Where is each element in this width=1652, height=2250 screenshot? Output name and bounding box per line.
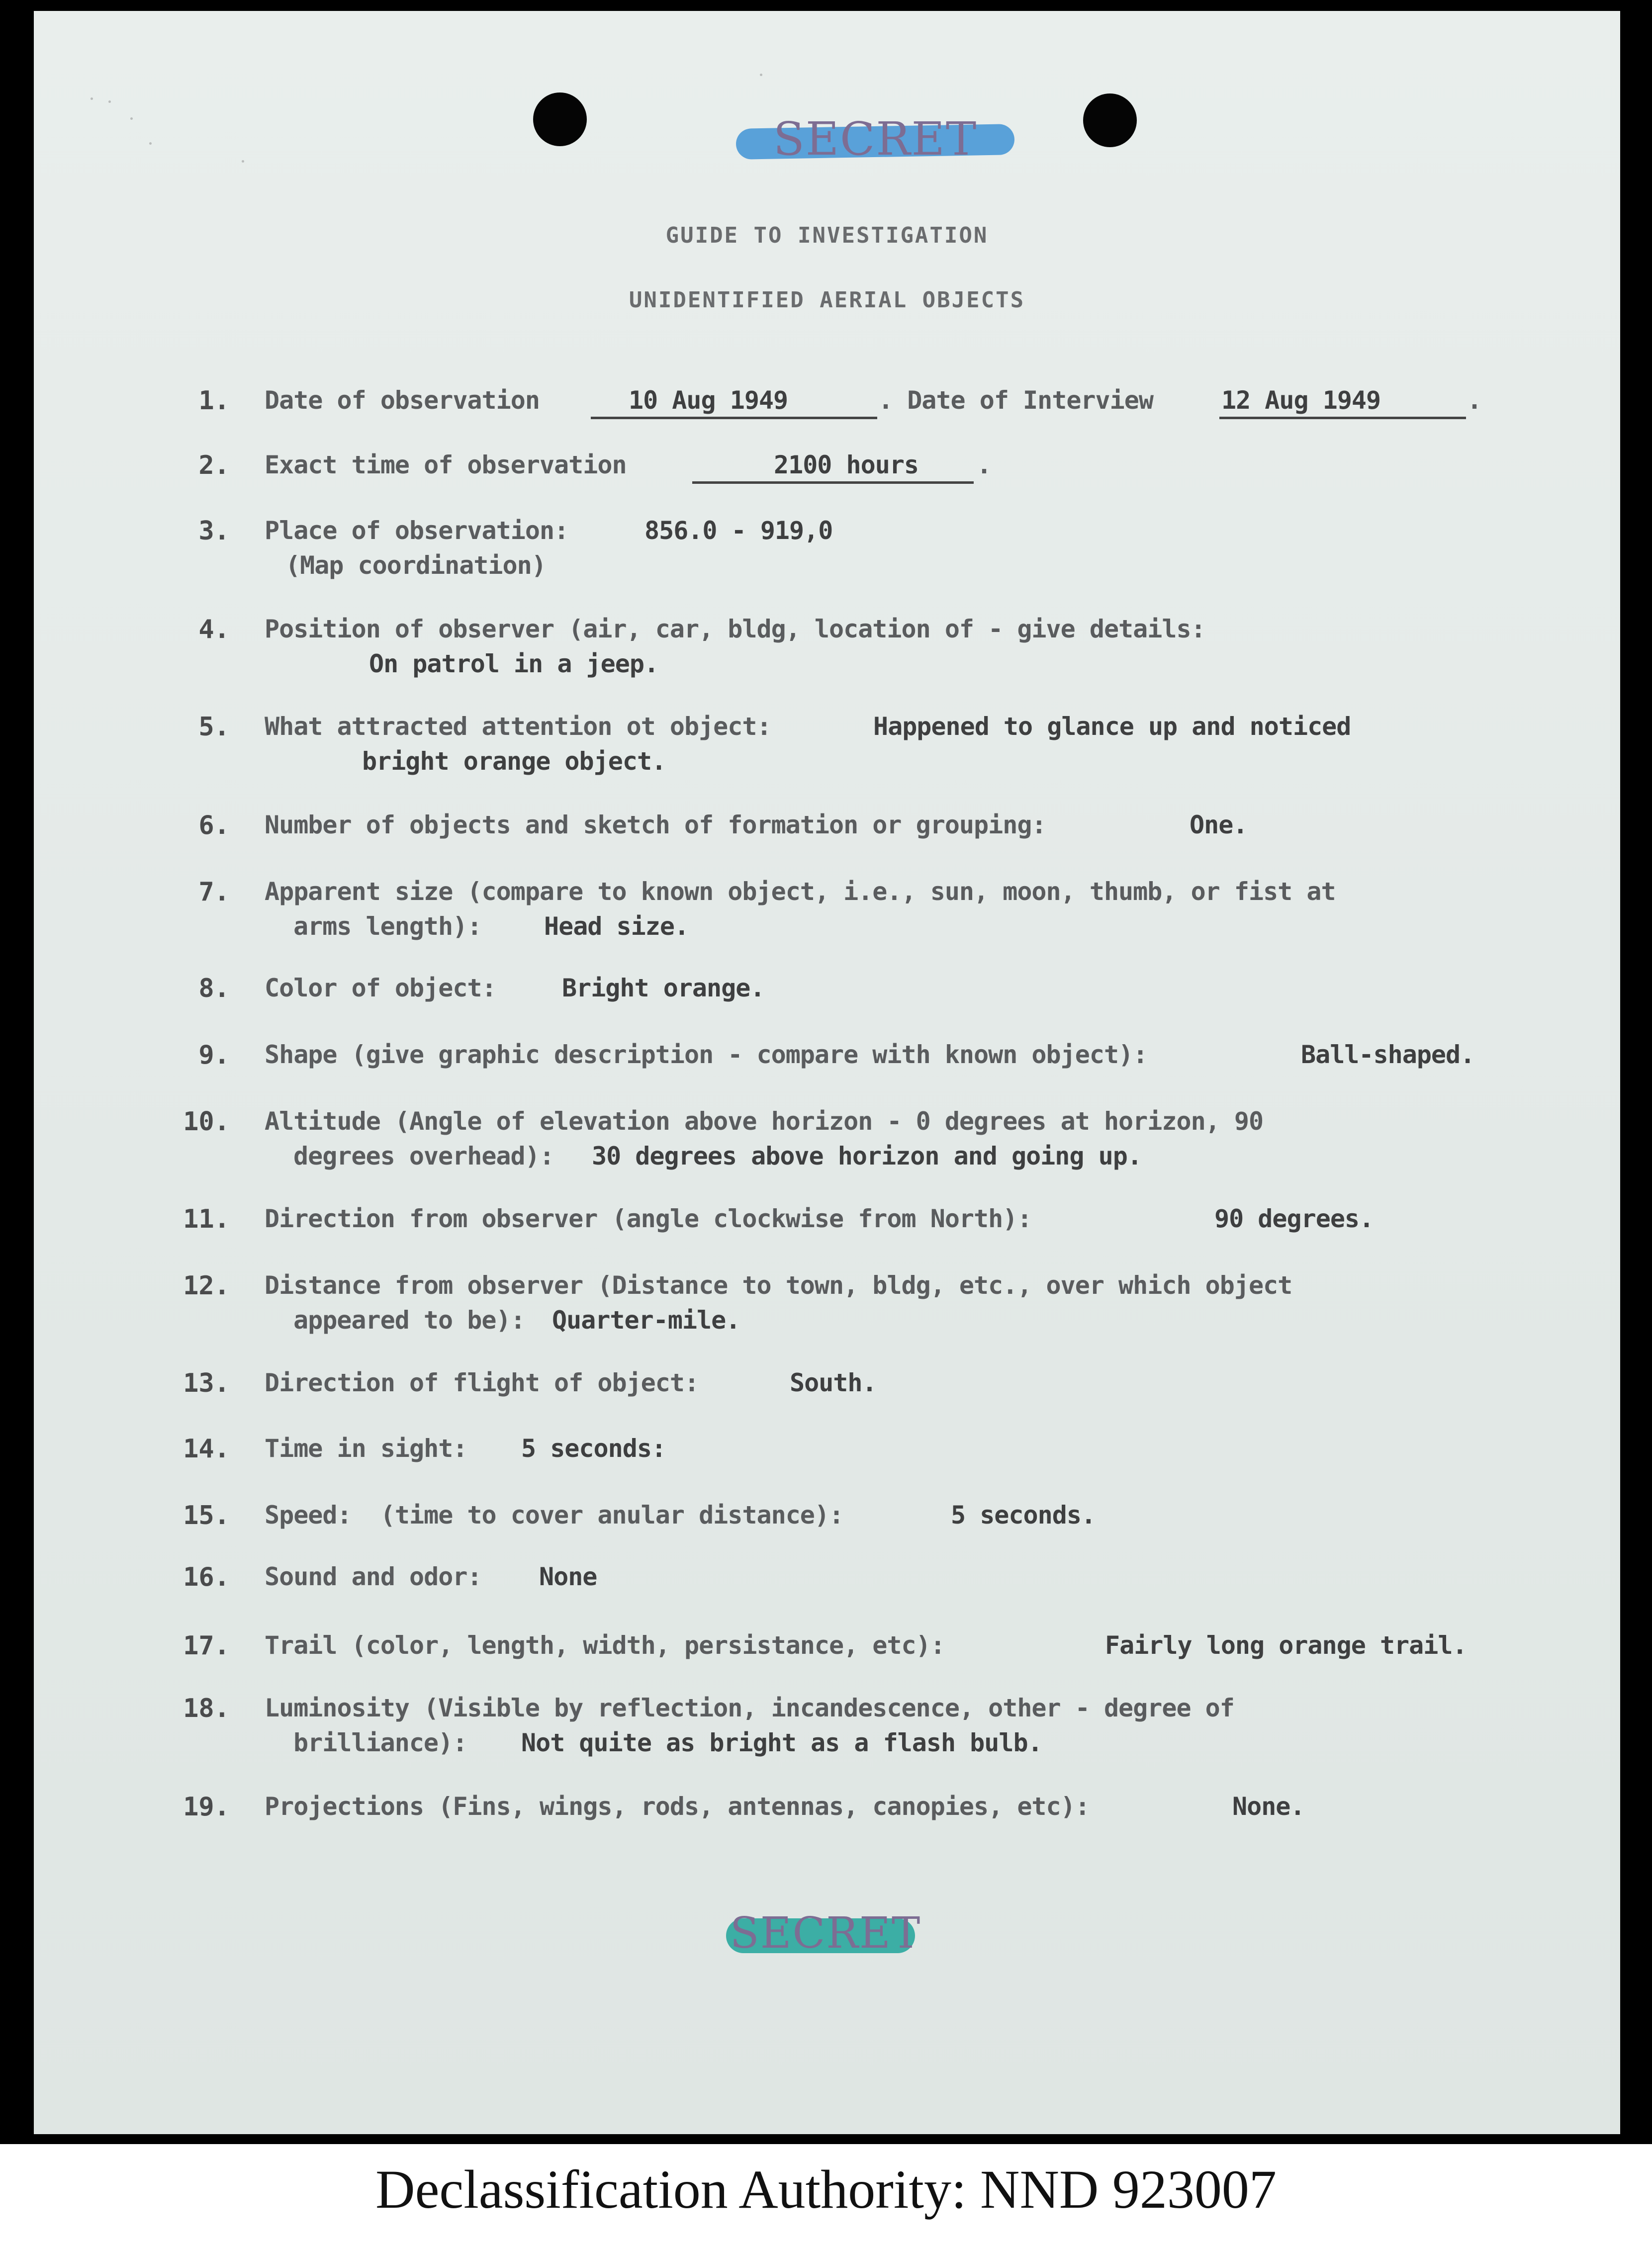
- item-label: Place of observation:: [265, 516, 569, 545]
- list-item: [0, 1631, 1652, 1701]
- list-item: [0, 1434, 1652, 1504]
- item-number: 2.: [198, 450, 230, 480]
- stamp-text: SECRET: [730, 1908, 921, 1958]
- item-number: 18.: [183, 1694, 230, 1723]
- page-subtitle: UNIDENTIFIED AERIAL OBJECTS: [629, 287, 1025, 313]
- item-number: 13.: [183, 1368, 230, 1398]
- item-label: Position of observer (air, car, bldg, location of - give details:: [265, 615, 1205, 643]
- item-label-continued: arms length):: [293, 912, 482, 941]
- item-value: 5 seconds.: [951, 1501, 1096, 1530]
- list-item: [0, 1040, 1652, 1110]
- list-item: [0, 810, 1652, 880]
- item-value: 2100 hours: [774, 450, 919, 479]
- item-label: Apparent size (compare to known object, i.e., sun, moon, thumb, or fist at: [265, 877, 1336, 906]
- speck: [130, 117, 133, 120]
- item-end: .: [1467, 386, 1482, 415]
- speck: [242, 160, 244, 163]
- item-label: Number of objects and sketch of formation or grouping:: [265, 810, 1046, 839]
- item-number: 3.: [198, 516, 230, 546]
- item-label-continued: degrees overhead):: [293, 1142, 554, 1170]
- item-label: Distance from observer (Distance to town, bldg, etc., over which object: [265, 1271, 1292, 1300]
- item-value: One.: [1190, 810, 1248, 839]
- item-value: Head size.: [544, 912, 689, 941]
- item-value: Happened to glance up and noticed: [873, 712, 1351, 741]
- list-item: [0, 386, 1652, 455]
- item-label: Altitude (Angle of elevation above horizon - 0 degrees at horizon, 90: [265, 1107, 1264, 1136]
- item-number: 9.: [198, 1040, 230, 1070]
- item-value: 90 degrees.: [1214, 1204, 1374, 1233]
- page-title: GUIDE TO INVESTIGATION: [665, 223, 989, 248]
- list-item: [0, 1792, 1652, 1862]
- item-value: On patrol in a jeep.: [369, 649, 659, 678]
- item-number: 15.: [183, 1501, 230, 1530]
- item-label: Direction from observer (angle clockwise from North):: [265, 1204, 1032, 1233]
- item-number: 7.: [198, 877, 230, 907]
- list-item: [0, 1368, 1652, 1438]
- item-value: 30 degrees above horizon and going up.: [592, 1142, 1142, 1170]
- item-number: 1.: [198, 386, 230, 416]
- item-value: Bright orange.: [562, 974, 765, 1002]
- declassification-footer: Declassification Authority: NND 923007: [375, 2159, 1277, 2220]
- speck: [760, 74, 762, 76]
- item-label: Trail (color, length, width, persistance, etc):: [265, 1631, 945, 1660]
- list-item: [0, 450, 1652, 520]
- item-number: 8.: [198, 974, 230, 1003]
- item-value: Quarter-mile.: [552, 1306, 740, 1335]
- item-number: 4.: [198, 615, 230, 644]
- item-label-continued: appeared to be):: [293, 1306, 525, 1335]
- item-number: 19.: [183, 1792, 230, 1822]
- item-label: Time in sight:: [265, 1434, 467, 1463]
- item-value: None.: [1232, 1792, 1305, 1821]
- item-number: 6.: [198, 810, 230, 840]
- list-item: [0, 1107, 1652, 1176]
- item-value: 12 Aug 1949: [1221, 386, 1381, 415]
- item-number: 11.: [183, 1204, 230, 1234]
- speck: [108, 100, 111, 103]
- list-item: [0, 877, 1652, 947]
- item-label: Color of object:: [265, 974, 496, 1002]
- list-item: [0, 1694, 1652, 1763]
- item-label: Luminosity (Visible by reflection, incandescence, other - degree of: [265, 1694, 1234, 1722]
- item-label-continued: (Map coordination): [285, 551, 546, 580]
- speck: [149, 142, 152, 145]
- item-number: 14.: [183, 1434, 230, 1464]
- secret-stamp-top: [736, 112, 1014, 170]
- list-item: [0, 1562, 1652, 1632]
- punch-hole-right: [1083, 93, 1137, 147]
- secret-stamp-bottom: [726, 1908, 925, 1963]
- item-label: Projections (Fins, wings, rods, antennas, canopies, etc):: [265, 1792, 1090, 1821]
- item-number: 12.: [183, 1271, 230, 1301]
- item-number: 5.: [198, 712, 230, 742]
- list-item: [0, 516, 1652, 586]
- item-label: Speed: (time to cover anular distance):: [265, 1501, 844, 1530]
- list-item: [0, 615, 1652, 684]
- underline: [1219, 417, 1466, 419]
- underline: [692, 481, 974, 484]
- speck: [91, 97, 93, 100]
- item-label: What attracted attention ot object:: [265, 712, 771, 741]
- item-label: Direction of flight of object:: [265, 1368, 699, 1397]
- list-item: [0, 974, 1652, 1043]
- stamp-text: SECRET: [773, 112, 978, 166]
- list-item: [0, 1501, 1652, 1570]
- item-value: Fairly long orange trail.: [1105, 1631, 1467, 1660]
- punch-hole-left: [533, 92, 587, 146]
- item-number: 10.: [183, 1107, 230, 1137]
- item-value: 10 Aug 1949: [629, 386, 788, 415]
- list-item: [0, 1204, 1652, 1274]
- item-number: 16.: [183, 1562, 230, 1592]
- item-label: Sound and odor:: [265, 1562, 482, 1591]
- item-value: South.: [790, 1368, 877, 1397]
- item-label: Shape (give graphic description - compare with known object):: [265, 1040, 1148, 1069]
- item-value-continued: bright orange object.: [362, 747, 666, 776]
- item-label: Date of observation: [265, 386, 540, 415]
- underline: [591, 417, 877, 419]
- item-end: .: [977, 450, 992, 479]
- item-value: 856.0 - 919,0: [644, 516, 833, 545]
- item-label-continued: brilliance):: [293, 1728, 467, 1757]
- item-label: Exact time of observation: [265, 450, 627, 479]
- item-value: Not quite as bright as a flash bulb.: [521, 1728, 1042, 1757]
- item-label: . Date of Interview: [878, 386, 1153, 415]
- item-value: Ball-shaped.: [1301, 1040, 1475, 1069]
- item-value: 5 seconds:: [521, 1434, 666, 1463]
- item-number: 17.: [183, 1631, 230, 1661]
- list-item: [0, 712, 1652, 782]
- item-value: None: [539, 1562, 597, 1591]
- list-item: [0, 1271, 1652, 1341]
